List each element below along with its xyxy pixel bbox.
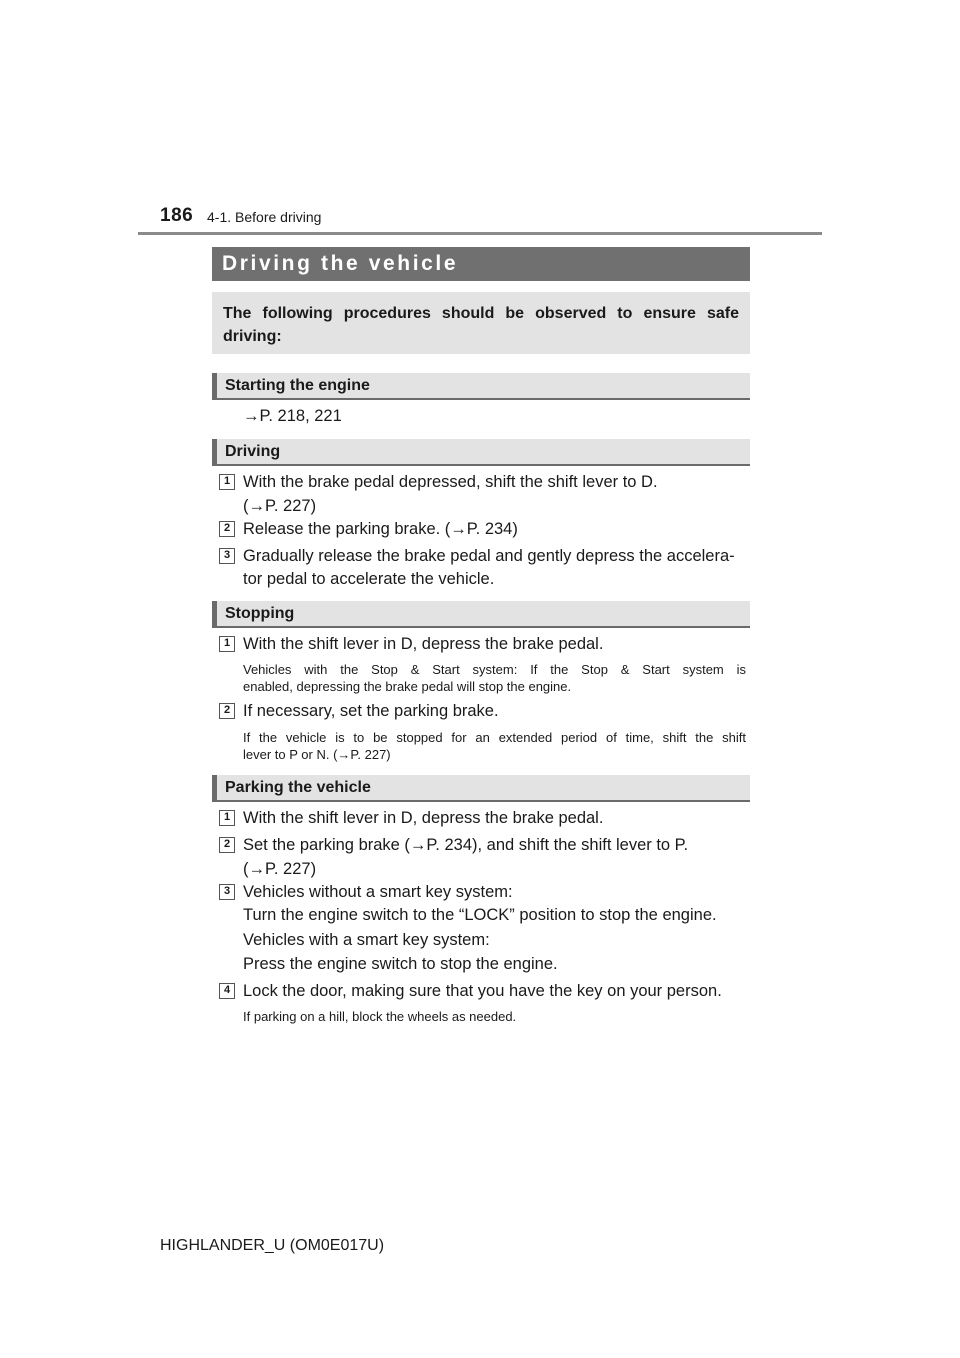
step-badge: 2 — [219, 703, 235, 719]
stopping-step-1-line-1: With the shift lever in D, depress the brake pedal. — [243, 635, 604, 653]
parking-step-1-line-1: With the shift lever in D, depress the brake pedal. — [243, 809, 604, 827]
stopping-step-2-note-1: If the vehicle is to be stopped for an extended period of time, shift the shift — [243, 730, 746, 745]
driving-step-3-line-2: tor pedal to accelerate the vehicle. — [243, 570, 495, 588]
parking-step-4-note-1: If parking on a hill, block the wheels as needed. — [243, 1009, 517, 1024]
step-badge: 3 — [219, 884, 235, 900]
parking-step-2-line-2: (→P. 227) — [243, 860, 317, 878]
parking-step-3-line-3: Vehicles with a smart key system: — [243, 931, 490, 949]
heading-starting-engine: Starting the engine — [212, 373, 750, 400]
driving-step-1-line-2: (→P. 227) — [243, 497, 317, 515]
step-badge: 2 — [219, 837, 235, 853]
starting-reference[interactable]: →P. 218, 221 — [243, 407, 342, 425]
heading-stopping: Stopping — [212, 601, 750, 628]
stopping-step-2-line-1: If necessary, set the parking brake. — [243, 702, 499, 720]
heading-parking-vehicle: Parking the vehicle — [212, 775, 750, 802]
parking-step-3-line-2: Turn the engine switch to the “LOCK” position to stop the engine. — [243, 906, 717, 924]
header-rule — [138, 232, 822, 235]
parking-step-2-line-1: Set the parking brake (→P. 234), and shift the shift lever to P. — [243, 836, 689, 854]
driving-step-2-line-1: Release the parking brake. (→P. 234) — [243, 520, 518, 538]
step-badge: 1 — [219, 474, 235, 490]
heading-driving: Driving — [212, 439, 750, 466]
step-badge: 2 — [219, 521, 235, 537]
footer-model-code: HIGHLANDER_U (OM0E017U) — [160, 1237, 385, 1254]
page-number: 186 — [160, 205, 194, 226]
intro-box: The following procedures should be observed to ensure safe driving: — [212, 292, 750, 354]
step-badge: 4 — [219, 983, 235, 999]
parking-step-4-line-1: Lock the door, making sure that you have the key on your person. — [243, 982, 722, 1000]
parking-step-3-line-4: Press the engine switch to stop the engine. — [243, 955, 558, 973]
stopping-step-1-note-1: Vehicles with the Stop & Start system: If the Stop & Start system is — [243, 662, 746, 677]
page-header — [160, 203, 820, 233]
step-badge: 1 — [219, 810, 235, 826]
parking-step-3-line-1: Vehicles without a smart key system: — [243, 883, 513, 901]
page-title: Driving the vehicle — [212, 247, 750, 281]
section-reference: 4-1. Before driving — [207, 209, 322, 225]
driving-step-1-line-1: With the brake pedal depressed, shift the shift lever to D. — [243, 473, 658, 491]
driving-step-3-line-1: Gradually release the brake pedal and gently depress the accelera- — [243, 547, 735, 565]
stopping-step-2-note-2: lever to P or N. (→P. 227) — [243, 747, 391, 762]
step-badge: 1 — [219, 636, 235, 652]
stopping-step-1-note-2: enabled, depressing the brake pedal will stop the engine. — [243, 679, 572, 694]
step-badge: 3 — [219, 548, 235, 564]
